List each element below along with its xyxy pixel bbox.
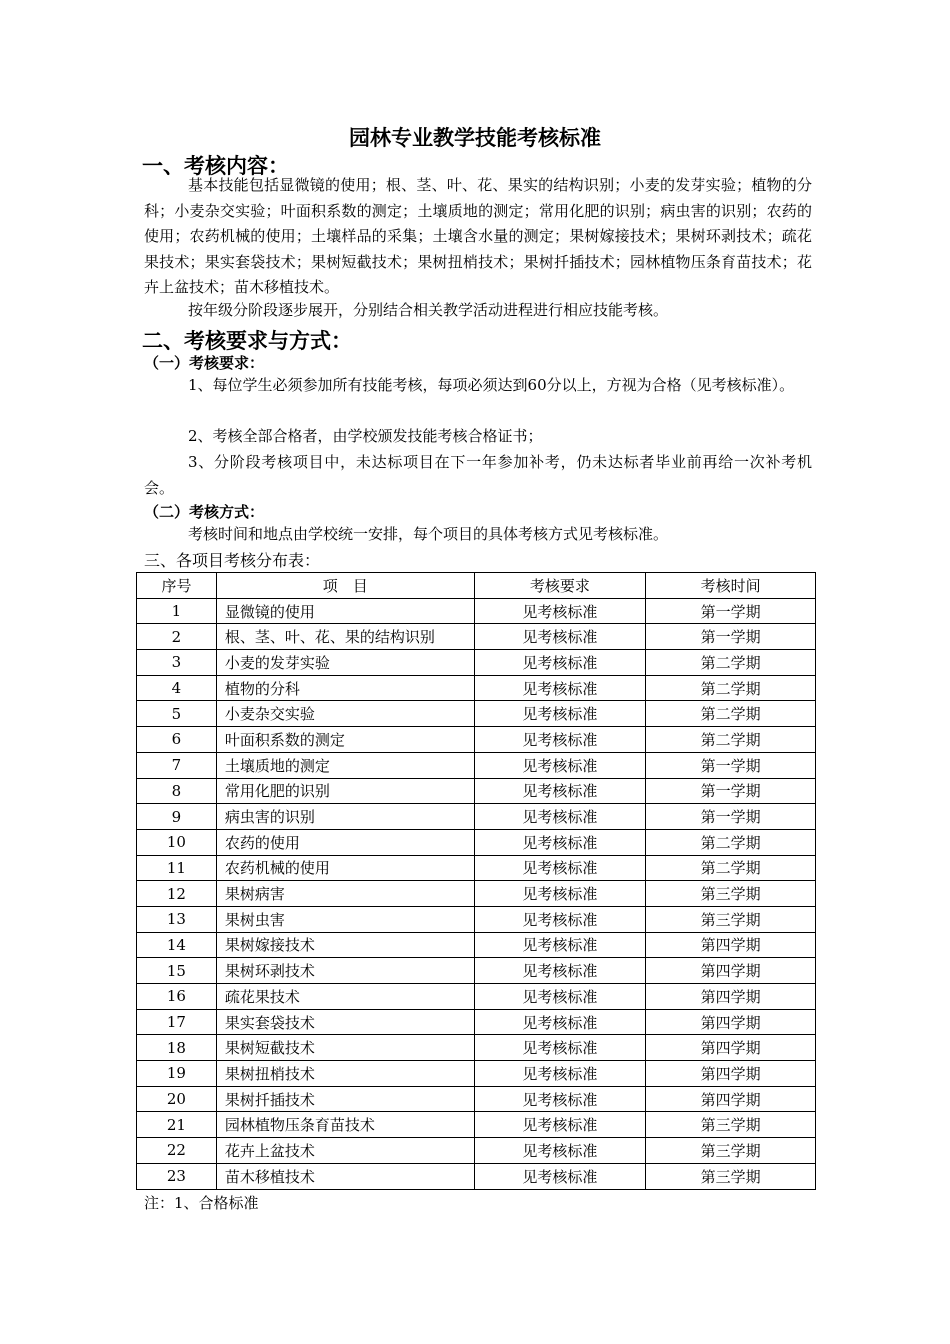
cell-index: 20	[137, 1086, 217, 1112]
cell-requirement: 见考核标准	[474, 1138, 646, 1164]
table-row	[137, 1163, 816, 1189]
cell-time: 第三学期	[646, 1163, 816, 1189]
table-row	[137, 752, 816, 778]
table-row	[137, 598, 816, 624]
table-row	[137, 1086, 816, 1112]
cell-time: 第一学期	[646, 804, 816, 830]
section-heading-distribution: 三、各项目考核分布表：	[144, 551, 321, 570]
table-row	[137, 906, 816, 932]
cell-item: 根、茎、叶、花、果的结构识别	[216, 624, 474, 650]
cell-item: 花卉上盆技术	[216, 1138, 474, 1164]
cell-item: 果树病害	[216, 881, 474, 907]
method-paragraph: 考核时间和地点由学校统一安排，每个项目的具体考核方式见考核标准。	[188, 525, 669, 543]
distribution-table	[136, 572, 816, 1190]
cell-requirement: 见考核标准	[474, 701, 646, 727]
cell-requirement: 见考核标准	[474, 881, 646, 907]
stage-paragraph: 按年级分阶段逐步展开，分别结合相关教学活动进程进行相应技能考核。	[188, 301, 669, 319]
cell-index: 3	[137, 650, 217, 676]
cell-requirement: 见考核标准	[474, 906, 646, 932]
subheading-requirements: （一）考核要求：	[144, 354, 265, 372]
cell-index: 5	[137, 701, 217, 727]
section-heading-requirements: 二、考核要求与方式：	[142, 328, 352, 353]
cell-requirement: 见考核标准	[474, 650, 646, 676]
cell-time: 第一学期	[646, 778, 816, 804]
table-row	[137, 675, 816, 701]
cell-requirement: 见考核标准	[474, 1061, 646, 1087]
requirement-3: 3、分阶段考核项目中，未达标项目在下一年参加补考，仍未达标者毕业前再给一次补考机会。	[144, 453, 812, 497]
cell-time: 第二学期	[646, 727, 816, 753]
cell-requirement: 见考核标准	[474, 1163, 646, 1189]
cell-item: 果树嫁接技术	[216, 932, 474, 958]
cell-index: 18	[137, 1035, 217, 1061]
cell-time: 第三学期	[646, 881, 816, 907]
cell-index: 7	[137, 752, 217, 778]
table-row	[137, 984, 816, 1010]
cell-requirement: 见考核标准	[474, 624, 646, 650]
table-row	[137, 1009, 816, 1035]
cell-requirement: 见考核标准	[474, 855, 646, 881]
cell-requirement: 见考核标准	[474, 675, 646, 701]
cell-item: 农药的使用	[216, 829, 474, 855]
cell-item: 农药机械的使用	[216, 855, 474, 881]
column-header-item: 项 目	[216, 573, 474, 599]
cell-time: 第二学期	[646, 675, 816, 701]
cell-index: 14	[137, 932, 217, 958]
cell-requirement: 见考核标准	[474, 1035, 646, 1061]
cell-time: 第一学期	[646, 752, 816, 778]
cell-time: 第四学期	[646, 1061, 816, 1087]
table-row	[137, 881, 816, 907]
table-row	[137, 1112, 816, 1138]
cell-time: 第四学期	[646, 1035, 816, 1061]
cell-requirement: 见考核标准	[474, 1009, 646, 1035]
cell-index: 11	[137, 855, 217, 881]
table-row	[137, 1035, 816, 1061]
cell-index: 17	[137, 1009, 217, 1035]
cell-index: 1	[137, 598, 217, 624]
cell-item: 疏花果技术	[216, 984, 474, 1010]
cell-index: 22	[137, 1138, 217, 1164]
section-heading-content: 一、考核内容：	[142, 153, 289, 178]
table-row	[137, 650, 816, 676]
cell-index: 4	[137, 675, 217, 701]
cell-time: 第四学期	[646, 984, 816, 1010]
table-row	[137, 727, 816, 753]
cell-requirement: 见考核标准	[474, 932, 646, 958]
cell-item: 植物的分科	[216, 675, 474, 701]
cell-item: 果树短截技术	[216, 1035, 474, 1061]
table-row	[137, 1061, 816, 1087]
cell-index: 10	[137, 829, 217, 855]
cell-index: 2	[137, 624, 217, 650]
cell-time: 第四学期	[646, 1009, 816, 1035]
table-row	[137, 624, 816, 650]
cell-index: 15	[137, 958, 217, 984]
cell-item: 果树扭梢技术	[216, 1061, 474, 1087]
cell-item: 土壤质地的测定	[216, 752, 474, 778]
cell-item: 小麦的发芽实验	[216, 650, 474, 676]
cell-index: 12	[137, 881, 217, 907]
cell-time: 第一学期	[646, 624, 816, 650]
cell-item: 园林植物压条育苗技术	[216, 1112, 474, 1138]
subheading-method: （二）考核方式：	[144, 503, 265, 521]
cell-requirement: 见考核标准	[474, 778, 646, 804]
cell-time: 第四学期	[646, 958, 816, 984]
cell-requirement: 见考核标准	[474, 1112, 646, 1138]
cell-time: 第三学期	[646, 1112, 816, 1138]
cell-time: 第三学期	[646, 1138, 816, 1164]
cell-requirement: 见考核标准	[474, 984, 646, 1010]
cell-index: 8	[137, 778, 217, 804]
cell-requirement: 见考核标准	[474, 958, 646, 984]
cell-item: 苗木移植技术	[216, 1163, 474, 1189]
cell-requirement: 见考核标准	[474, 829, 646, 855]
cell-item: 小麦杂交实验	[216, 701, 474, 727]
cell-index: 21	[137, 1112, 217, 1138]
cell-time: 第四学期	[646, 932, 816, 958]
cell-item: 叶面积系数的测定	[216, 727, 474, 753]
table-row	[137, 932, 816, 958]
table-row	[137, 701, 816, 727]
requirement-1: 1、每位学生必须参加所有技能考核，每项必须达到60分以上，方视为合格（见考核标准）。	[188, 376, 795, 394]
cell-item: 果实套袋技术	[216, 1009, 474, 1035]
cell-requirement: 见考核标准	[474, 1086, 646, 1112]
table-row	[137, 804, 816, 830]
cell-requirement: 见考核标准	[474, 727, 646, 753]
column-header-time: 考核时间	[646, 573, 816, 599]
cell-item: 常用化肥的识别	[216, 778, 474, 804]
cell-time: 第二学期	[646, 829, 816, 855]
requirement-2: 2、考核全部合格者，由学校颁发技能考核合格证书；	[188, 427, 543, 445]
table-row	[137, 855, 816, 881]
content-paragraph: 基本技能包括显微镜的使用；根、茎、叶、花、果实的结构识别；小麦的发芽实验；植物的分科；小麦杂交实验；叶面积系数的测定；土壤质地的测定；常用化肥的识别；病虫害的识别；农药的使用；农药机械的使用；土壤样品的采集；土壤含水量的测定；果树嫁接技术；果树环剥技术；疏花果技术；果实套袋技术；果树短截技术；果树扭梢技术；果树扦插技术；园林植物压条育苗技术；花卉上盆技术；苗木移植技术。	[144, 176, 812, 297]
column-header-requirement: 考核要求	[474, 573, 646, 599]
table-header-row	[137, 573, 816, 599]
cell-item: 果树环剥技术	[216, 958, 474, 984]
cell-item: 显微镜的使用	[216, 598, 474, 624]
cell-requirement: 见考核标准	[474, 598, 646, 624]
cell-index: 6	[137, 727, 217, 753]
cell-index: 9	[137, 804, 217, 830]
cell-index: 16	[137, 984, 217, 1010]
table-row	[137, 829, 816, 855]
cell-time: 第四学期	[646, 1086, 816, 1112]
cell-requirement: 见考核标准	[474, 752, 646, 778]
table-row	[137, 1138, 816, 1164]
cell-item: 果树虫害	[216, 906, 474, 932]
cell-item: 果树扦插技术	[216, 1086, 474, 1112]
cell-time: 第二学期	[646, 855, 816, 881]
cell-time: 第三学期	[646, 906, 816, 932]
cell-time: 第一学期	[646, 598, 816, 624]
document-title: 园林专业教学技能考核标准	[349, 125, 601, 150]
cell-index: 13	[137, 906, 217, 932]
cell-index: 19	[137, 1061, 217, 1087]
cell-time: 第二学期	[646, 650, 816, 676]
cell-item: 病虫害的识别	[216, 804, 474, 830]
cell-requirement: 见考核标准	[474, 804, 646, 830]
cell-time: 第二学期	[646, 701, 816, 727]
table-row	[137, 778, 816, 804]
column-header-index: 序号	[137, 573, 217, 599]
table-row	[137, 958, 816, 984]
cell-index: 23	[137, 1163, 217, 1189]
footnote: 注：1、合格标准	[144, 1194, 259, 1212]
